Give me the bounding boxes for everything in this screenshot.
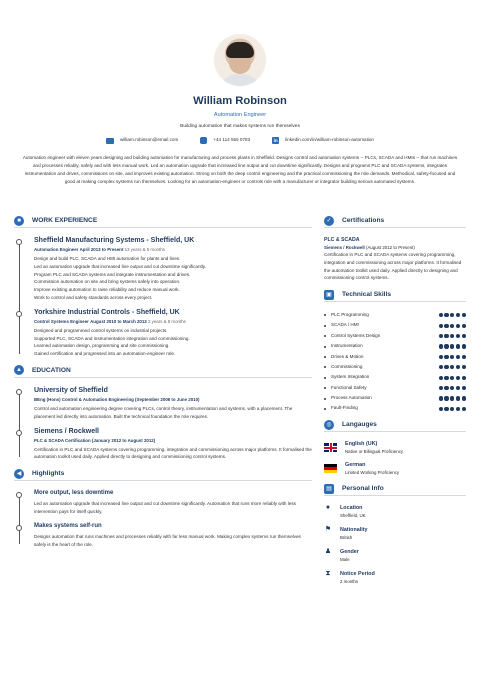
- contact-bar: [0, 137, 480, 144]
- globe-icon: ◎: [324, 420, 334, 430]
- job-title: Automation Engineer: [213, 112, 267, 118]
- work-experience-section: [14, 214, 312, 358]
- linkedin-text: linkedin.com/in/william-robinson-automation: [285, 137, 374, 143]
- education-description: Certification in PLC and SCADA systems covering programming, integration and commissioning across major platforms. It formalised the automation toolkit used daily. Applied directly to designing and commissioning control systems.: [34, 446, 312, 460]
- rating-dot: [456, 313, 460, 317]
- skill-item: [324, 393, 466, 403]
- job-company: Sheffield Manufacturing Systems - Sheffield, UK: [34, 237, 195, 244]
- skill-rating: [439, 365, 466, 369]
- job-company: Yorkshire Industrial Controls - Sheffield, UK: [34, 308, 180, 316]
- phone-icon: [200, 137, 207, 144]
- rating-dot: [439, 407, 443, 411]
- skill-name: PLC Programming: [331, 311, 369, 317]
- skill-rating: [439, 334, 466, 338]
- job-description: [34, 255, 312, 302]
- section-title: Langauges: [342, 420, 377, 428]
- rating-dot: [439, 396, 443, 400]
- skill-rating: [439, 313, 466, 317]
- personal-info-label: Nationality: [340, 527, 368, 534]
- skill-name: Drives & Motion: [331, 353, 364, 359]
- skill-name: Commissioning: [331, 363, 363, 369]
- rating-dot: [450, 313, 454, 317]
- degree: BEng (Hons) Control & Automation Engineering (September 2006 to June 2010): [34, 396, 200, 402]
- uk-flag-icon: [324, 443, 337, 452]
- rating-dot: [450, 334, 454, 338]
- rating-dot: [450, 355, 454, 359]
- skill-name-wrap: [324, 385, 367, 392]
- skill-rating: [439, 407, 466, 411]
- profile-photo: [214, 34, 266, 86]
- rating-dot: [456, 355, 460, 359]
- rating-dot: [450, 344, 454, 348]
- rating-dot: [456, 407, 460, 411]
- section-title: Technical Skills: [342, 290, 391, 298]
- highlight-entry: [34, 522, 312, 549]
- certifications-section: [324, 214, 466, 282]
- skill-name-wrap: [324, 343, 363, 350]
- tagline: Building automation that makes systems run themselves: [180, 124, 300, 129]
- job-dates: August 2010 to March 2013: [90, 318, 147, 324]
- rating-dot: [450, 324, 454, 328]
- contact-linkedin[interactable]: [272, 137, 374, 144]
- rating-dot: [462, 386, 466, 390]
- job-line: Gained certification and progressed into an automation-engineer role.: [34, 351, 176, 357]
- job-entry: [34, 236, 312, 302]
- rating-dot: [456, 376, 460, 380]
- languages-section: [324, 418, 466, 476]
- skill-name: System Integration: [331, 374, 370, 380]
- job-line: Work to control and safety standards across every project.: [34, 294, 153, 300]
- rating-dot: [439, 313, 443, 317]
- school-name: Siemens / Rockwell: [34, 427, 99, 435]
- skill-name-wrap: [324, 405, 358, 412]
- timeline-dot: [16, 525, 22, 531]
- person-icon: ♟: [324, 548, 332, 556]
- right-column: [324, 214, 466, 592]
- skill-name-wrap: [324, 333, 380, 340]
- personal-info-label: Gender: [340, 549, 359, 556]
- skill-item: [324, 404, 466, 414]
- skill-item: [324, 331, 466, 341]
- language-name: German: [345, 462, 366, 469]
- personal-info-label: Notice Period: [340, 571, 375, 578]
- germany-flag-icon: [324, 464, 337, 473]
- skill-item: [324, 341, 466, 351]
- degree: PLC & SCADA Certification (January 2012 to August 2012): [34, 437, 156, 443]
- badge-icon: ✓: [324, 216, 334, 226]
- rating-dot: [456, 334, 460, 338]
- section-title: Highlights: [32, 469, 65, 477]
- skill-name-wrap: [324, 354, 363, 361]
- rating-dot: [444, 365, 448, 369]
- rating-dot: [456, 396, 460, 400]
- education-entry: [34, 427, 312, 462]
- personal-info-item: [324, 526, 466, 541]
- personal-info-section: [324, 482, 466, 585]
- bullet-icon: [324, 398, 326, 400]
- language-item: [324, 440, 466, 455]
- skill-name-wrap: [324, 364, 362, 371]
- skill-rating: [439, 324, 466, 328]
- job-line: Supported PLC, SCADA and instrumentation integration and commissioning.: [34, 335, 190, 341]
- toolbox-icon: ▣: [324, 290, 334, 300]
- hourglass-icon: ⧗: [325, 570, 331, 578]
- email-icon: [106, 138, 114, 144]
- id-card-icon: ▤: [324, 484, 334, 494]
- school-name: University of Sheffield: [34, 386, 108, 394]
- linkedin-icon: in: [273, 138, 278, 143]
- certification-issuer: Siemens / Rockwell: [324, 245, 365, 250]
- job-line: Program PLC and SCADA systems and integrate instrumentation and drives.: [34, 271, 191, 277]
- rating-dot: [462, 324, 466, 328]
- rating-dot: [439, 355, 443, 359]
- profile-summary: Automation engineer with eleven years designing and building automation for manufacturing and process plants in Sheffield. Designs control and automation systems -- PLCs, SCADA and HMIs -- that run machines and processes reliably, safely and with less manual work. Led an automation upgrade that increased line output and cut downtime significantly. Designs and programs PLC and SCADA systems, integrates instrumentation and drives, commissions on site, and improves existing automation. Strong on both the deep control engineering and the practical commissioning the role demands. Methodical, safety-focused and good at making complex systems run themselves. Looking for an automation-engineer or controls role with a manufacturer or integrator building serious automated systems.: [22, 155, 458, 184]
- skill-rating: [439, 396, 466, 400]
- personal-info-value: Sheffield, UK: [340, 513, 366, 519]
- job-entry: [34, 308, 312, 358]
- section-title: WORK EXPERIENCE: [32, 216, 98, 224]
- skill-item: [324, 352, 466, 362]
- education-entry: [34, 386, 312, 421]
- personal-info-value: British: [340, 535, 353, 541]
- skills-list: [324, 310, 466, 414]
- rating-dot: [462, 396, 466, 400]
- education-section: [14, 364, 312, 461]
- highlight-description: Led an automation upgrade that increased line output and cut downtime significantly. Automation that runs more reliably with less intervention pays for itself quickly.: [34, 501, 296, 514]
- contact-email[interactable]: [106, 137, 178, 144]
- education-description: Control and automation engineering degree covering PLCs, control theory, instrumentation and systems, with a placement. The placement led directly into automation. Built the technical foundation the role requires.: [34, 405, 293, 419]
- job-line: Designed and programmed control systems on industrial projects.: [34, 327, 168, 333]
- skill-name-wrap: [324, 374, 369, 381]
- highlight-entry: [34, 489, 312, 516]
- rating-dot: [450, 407, 454, 411]
- highlights-section: [14, 467, 312, 548]
- contact-phone[interactable]: [200, 137, 250, 144]
- rating-dot: [444, 407, 448, 411]
- section-title: EDUCATION: [32, 366, 71, 374]
- timeline-dot: [16, 239, 22, 245]
- highlight-description: Designs automation that runs machines and processes reliably with far less manual work. Making complex systems run themselves safely is the heart of the role.: [34, 533, 301, 547]
- language-level: Native or Bilingual Proficiency: [345, 449, 404, 455]
- map-pin-icon: ●: [325, 504, 331, 512]
- rating-dot: [462, 407, 466, 411]
- bullet-icon: [324, 314, 326, 316]
- section-title: Personal Info: [342, 484, 384, 492]
- rating-dot: [439, 334, 443, 338]
- skill-item: [324, 310, 466, 320]
- rating-dot: [444, 334, 448, 338]
- rating-dot: [444, 386, 448, 390]
- bullet-icon: [324, 366, 326, 368]
- flag-icon: ⚑: [324, 526, 332, 534]
- skill-name-wrap: [324, 395, 372, 402]
- job-line: Learned automation design, programming and site commissioning.: [34, 343, 170, 349]
- rating-dot: [444, 376, 448, 380]
- personal-info-item: [324, 504, 466, 519]
- phone-text: +44 114 555 0783: [213, 137, 251, 143]
- email-text: william.robinson@email.com: [120, 137, 179, 143]
- language-level: Limited Working Proficiency: [345, 470, 400, 476]
- skill-rating: [439, 386, 466, 390]
- personal-info-value: Male: [340, 557, 350, 563]
- rating-dot: [462, 376, 466, 380]
- timeline-dot: [16, 430, 22, 436]
- rating-dot: [456, 324, 460, 328]
- skill-name: Functional Safety: [331, 384, 367, 390]
- rating-dot: [439, 376, 443, 380]
- rating-dot: [462, 365, 466, 369]
- skill-item: [324, 321, 466, 331]
- bullet-icon: [324, 377, 326, 379]
- bullet-icon: [324, 335, 326, 337]
- rating-dot: [450, 365, 454, 369]
- job-duration: 2 years & 8 months: [148, 318, 186, 324]
- highlight-title: More output, less downtime: [34, 490, 114, 497]
- rating-dot: [462, 313, 466, 317]
- job-description: [34, 327, 312, 358]
- timeline-dot: [16, 492, 22, 498]
- job-line: Improve existing automation to raise reliability and reduce manual work.: [34, 287, 180, 293]
- job-position: Automation Engineer: [34, 247, 79, 252]
- skill-name: Control Systems Design: [331, 332, 381, 338]
- rating-dot: [462, 334, 466, 338]
- rating-dot: [462, 355, 466, 359]
- rating-dot: [462, 344, 466, 348]
- bullet-icon: [324, 356, 326, 358]
- rating-dot: [450, 376, 454, 380]
- skill-name-wrap: [324, 312, 369, 319]
- rating-dot: [450, 396, 454, 400]
- language-item: [324, 461, 466, 476]
- rating-dot: [439, 324, 443, 328]
- rating-dot: [439, 386, 443, 390]
- timeline-dot: [16, 389, 22, 395]
- personal-info-label: Location: [340, 505, 363, 512]
- certification-name: PLC & SCADA: [324, 237, 360, 243]
- rating-dot: [450, 386, 454, 390]
- rating-dot: [444, 344, 448, 348]
- rating-dot: [456, 365, 460, 369]
- skill-item: [324, 362, 466, 372]
- rating-dot: [444, 396, 448, 400]
- skill-name: SCADA / HMI: [331, 322, 359, 328]
- rating-dot: [439, 344, 443, 348]
- bullet-icon: [324, 387, 326, 389]
- highlight-title: Makes systems self-run: [34, 522, 102, 529]
- skill-rating: [439, 376, 466, 380]
- skill-name-wrap: [324, 322, 359, 329]
- skill-name: Fault-Finding: [331, 405, 358, 411]
- rating-dot: [444, 313, 448, 317]
- graduation-cap-icon: ▲: [14, 365, 24, 375]
- timeline-dot: [16, 311, 22, 317]
- language-name: English (UK): [345, 441, 378, 448]
- left-column: [14, 214, 312, 554]
- job-position: Control Systems Engineer: [34, 318, 89, 324]
- job-line: Commission automation on site and bring systems safely into operation.: [34, 279, 181, 285]
- skill-name: Process Automation: [331, 395, 372, 401]
- personal-info-item: [324, 548, 466, 563]
- skill-rating: [439, 344, 466, 348]
- rating-dot: [444, 355, 448, 359]
- job-line: Led an automation upgrade that increased line output and cut downtime significantly.: [34, 263, 207, 269]
- personal-info-item: [324, 570, 466, 585]
- skill-item: [324, 383, 466, 393]
- certification-dates: (August 2012 to Present): [366, 245, 415, 250]
- candidate-name: William Robinson: [193, 95, 287, 107]
- rating-dot: [439, 365, 443, 369]
- personal-info-value: 2 months: [340, 579, 359, 585]
- skill-name: Instrumentation: [331, 343, 363, 349]
- bullet-icon: [324, 325, 326, 327]
- technical-skills-section: [324, 288, 466, 414]
- skill-item: [324, 373, 466, 383]
- job-duration: 13 years & 5 months: [124, 247, 165, 252]
- rating-dot: [444, 324, 448, 328]
- rating-dot: [456, 344, 460, 348]
- megaphone-icon: ◀: [14, 469, 24, 479]
- section-title: Certifications: [342, 216, 385, 224]
- skill-rating: [439, 355, 466, 359]
- job-line: Design and build PLC, SCADA and HMI automation for plants and lines.: [34, 256, 181, 261]
- briefcase-icon: ■: [14, 216, 24, 226]
- rating-dot: [456, 386, 460, 390]
- bullet-icon: [324, 408, 326, 410]
- certification-description: Certification in PLC and SCADA systems covering programming, integration and commissioning across major platforms. It formalised the automation toolkit used daily. Applied directly to designing and commissioning control systems.: [324, 252, 462, 281]
- job-dates: April 2013 to Present: [79, 247, 124, 252]
- bullet-icon: [324, 346, 326, 348]
